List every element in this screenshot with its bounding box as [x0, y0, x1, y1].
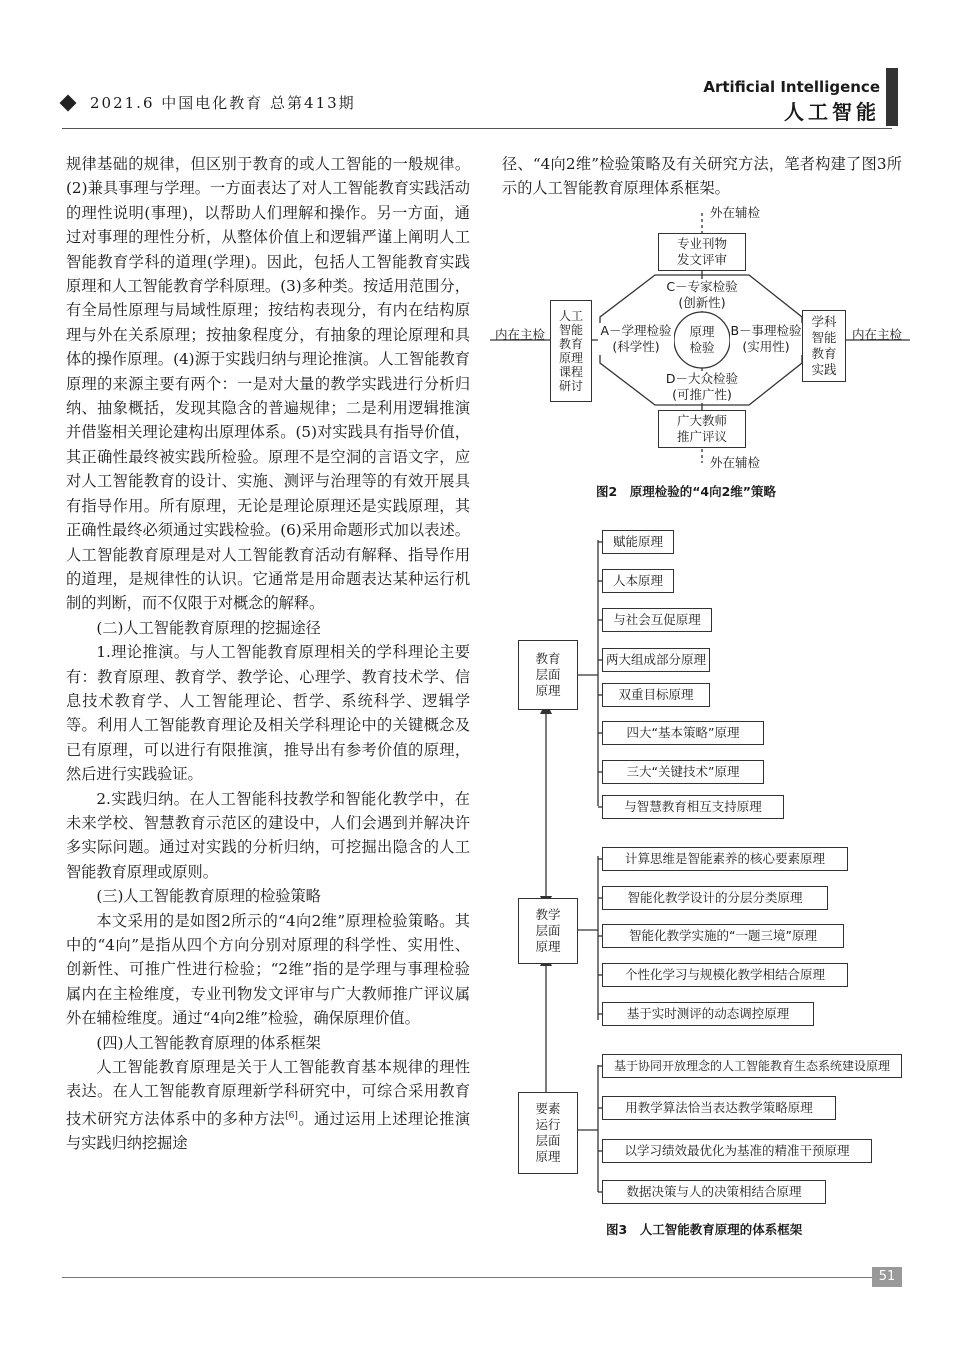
fig3-item: 智能化教学设计的分层分类原理 — [602, 886, 828, 910]
fig2-caption: 图2 原理检验的“4向2维”策略 — [596, 484, 777, 499]
fig3-item: 三大“关键技术”原理 — [602, 760, 764, 784]
fig3-item: 与社会互促原理 — [602, 608, 712, 632]
fig3-item: 个性化学习与规模化教学相结合原理 — [602, 963, 848, 987]
right-column — [502, 152, 902, 201]
fig3-item: 双重目标原理 — [602, 683, 710, 707]
paragraph: 1.理论推演。与人工智能教育原理相关的学科理论主要有：教育原理、教育学、教学论、心理学、教育技术学、信息技术教育学、人工智能理论、哲学、系统科学、逻辑学等。利用人工智能教育理论及相关学科理论中的关键概念及已有原理，可以进行有限推演，推导出有参考价值的原理，然后进行实践验证。 — [66, 643, 470, 784]
header-divider — [62, 128, 892, 129]
fig2-left-box: 人工 智能 教育 原理 课程 研讨 — [550, 300, 592, 402]
paragraph-tail: 。通过运用上述理论推演与实践归纳挖掘途 — [66, 1109, 471, 1153]
paragraph — [66, 1055, 470, 1156]
fig3-item: 以学习绩效最优化为基准的精准干预原理 — [602, 1139, 872, 1163]
section-heading: (四)人工智能教育原理的体系框架 — [96, 1033, 321, 1052]
section-heading: (二)人工智能教育原理的挖掘途径 — [96, 618, 321, 637]
fig3-group-box: 要素 运行 层面 原理 — [518, 1092, 578, 1174]
fig3-item: 基于实时测评的动态调控原理 — [602, 1002, 814, 1026]
fig3-item: 数据决策与人的决策相结合原理 — [602, 1180, 826, 1204]
fig3-group-box: 教学 层面 原理 — [518, 898, 578, 964]
header-bar — [886, 68, 898, 126]
fig2-b-label: B－事理检验 (实用性) — [730, 323, 802, 354]
header-right — [703, 78, 880, 125]
fig3-item: 与智慧教育相互支持原理 — [602, 795, 784, 819]
header-en-title: Artificial Intelligence — [703, 78, 880, 96]
figure-2 — [490, 205, 910, 499]
paragraph: 2.实践归纳。在人工智能科技教学和智能化教学中，在未来学校、智慧教育示范区的建设中，人们会遇到并解决许多实际问题。通过对实践的分析归纳，可挖掘出隐含的人工智能教育原理或原则。 — [66, 789, 470, 881]
paragraph: 规律基础的规律，但区别于教育的或人工智能的一般规律。(2)兼具事理与学理。一方面表达了对人工智能教育实践活动的理性说明(事理)，以帮助人们理解和操作。另一方面，通过对事理的理性分析，从整体价值上和逻辑严谨上阐明人工智能教育学科的道理(学理)。因此，包括人工智能教育实践原理和人工智能教育学科原理。(3)多种类。按适用范围分，有全局性原理与局域性原理；按结构表现分，有内在结构原理与外在关系原理；按抽象程度分，有抽象的理论原理和具体的操作原理。(4)源于实践归纳与理论推演。人工智能教育原理的来源主要有两个：一是对大量的教学实践进行分析归纳、抽象概括，发现其隐含的普遍规律；二是利用逻辑推演并借鉴相关理论建构出原理体系。(5)对实践具有指导价值，其正确性最终被实践所检验。原理不是空洞的言语文字，应对人工智能教育的设计、实施、测评与治理等的有效开展具有指导作用。所有原理，无论是理论原理还是实践原理，其正确性最终必须通过实践检验。(6)采用命题形式加以表述。人工智能教育原理是对人工智能教育活动有解释、指导作用的道理，是规律性的认识。它通常是用命题表达某种运行机制的判断，而不仅限于对概念的解释。 — [66, 155, 470, 613]
fig3-item: 人本原理 — [602, 569, 674, 593]
fig2-top-box: 专业刊物 发文评审 — [658, 233, 746, 271]
fig2-right-label: 内在主检 — [851, 327, 902, 342]
fig3-item: 智能化教学实施的“一题三境”原理 — [602, 924, 844, 948]
fig3-group-box: 教育 层面 原理 — [518, 640, 578, 710]
fig2-bottom-label: 外在辅检 — [709, 455, 760, 470]
fig2-a-label: A－学理检验 (科学性) — [598, 323, 674, 355]
header-journal-info: 2021.6 中国电化教育 总第413期 — [90, 94, 356, 112]
fig3-item: 两大组成部分原理 — [602, 648, 710, 672]
paragraph: 径、“4向2维”检验策略及有关研究方法，笔者构建了图3所示的人工智能教育原理体系框架。 — [502, 155, 902, 198]
fig3-item: 计算思维是智能素养的核心要素原理 — [602, 847, 848, 871]
figure-3 — [510, 520, 910, 1240]
fig2-bottom-box: 广大教师 推广评议 — [658, 410, 746, 448]
fig3-caption: 图3 人工智能教育原理的体系框架 — [606, 1222, 803, 1237]
header-mark-icon — [60, 94, 77, 111]
header-cn-title: 人工智能 — [784, 100, 880, 124]
left-column — [66, 152, 470, 1156]
citation: [6] — [285, 1110, 298, 1121]
page-number: 51 — [872, 1267, 902, 1287]
fig3-item: 赋能原理 — [602, 530, 674, 554]
footer-divider — [62, 1277, 882, 1278]
fig2-right-box: 学科 智能 教育 实践 — [802, 310, 846, 382]
fig2-top-label: 外在辅检 — [709, 205, 760, 220]
header-left — [62, 92, 356, 113]
fig2-center: 原理 检验 — [689, 324, 715, 355]
fig3-item: 用教学算法恰当表达教学策略原理 — [602, 1096, 836, 1120]
paragraph: 本文采用的是如图2所示的“4向2维”原理检验策略。其中的“4向”是指从四个方向分别对原理的科学性、实用性、创新性、可推广性进行检验；“2维”指的是学理与事理检验属内在主检维度，专业刊物发文评审与广大教师推广评议属外在辅检维度。通过“4向2维”检验，确保原理价值。 — [66, 911, 470, 1028]
fig3-item: 四大“基本策略”原理 — [602, 721, 764, 745]
fig2-d-label: D－大众检验 (可推广性) — [660, 371, 744, 403]
fig3-item: 基于协同开放理念的人工智能教育生态系统建设原理 — [602, 1054, 902, 1078]
fig2-c-label: C－专家检验 (创新性) — [660, 279, 744, 311]
section-heading: (三)人工智能教育原理的检验策略 — [96, 887, 321, 906]
paragraph-text: 人工智能教育原理是关于人工智能教育基本规律的理性表达。在人工智能教育原理新学科研究中，可综合采用教育技术研究方法体系中的多种方法 — [66, 1058, 470, 1128]
fig2-left-label: 内在主检 — [494, 327, 545, 342]
